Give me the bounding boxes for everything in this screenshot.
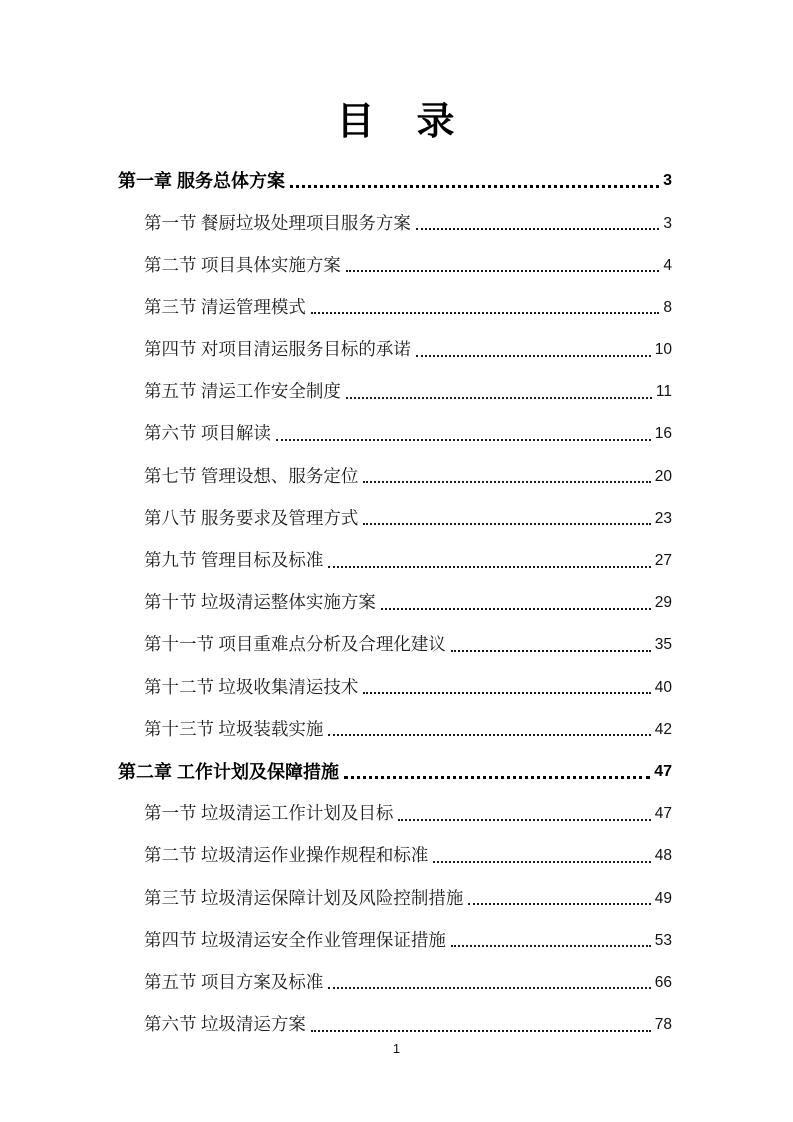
toc-entry-section[interactable] [118,202,672,244]
dot-leader [328,723,650,737]
toc-entry-section[interactable] [118,371,672,413]
dot-leader [363,512,650,526]
toc-entry-label: 第五节 清运工作安全制度 [144,381,341,402]
toc-entry-label: 第一节 餐厨垃圾处理项目服务方案 [144,212,411,233]
toc-entry-section[interactable] [118,455,672,497]
toc-entry-section[interactable] [118,413,672,455]
toc-entry-label: 第四节 对项目清运服务目标的承诺 [144,339,411,360]
table-of-contents [118,160,672,1046]
dot-leader [451,638,651,652]
dot-leader [451,934,651,948]
toc-entry-section[interactable] [118,962,672,1004]
dot-leader [346,385,652,399]
toc-entry-page: 29 [654,594,672,612]
toc-entry-page: 42 [654,720,672,738]
toc-entry-page: 66 [654,973,672,991]
toc-entry-label: 第五节 项目方案及标准 [144,971,324,992]
toc-entry-label: 第一章 服务总体方案 [118,171,286,192]
toc-entry-page: 47 [654,762,672,780]
dot-leader [398,807,650,821]
toc-entry-page: 16 [654,425,672,443]
dot-leader [346,259,660,273]
toc-entry-page: 27 [654,552,672,570]
dot-leader [344,764,650,779]
toc-entry-label: 第十节 垃圾清运整体实施方案 [144,592,376,613]
toc-entry-section[interactable] [118,877,672,919]
toc-entry-section[interactable] [118,666,672,708]
toc-entry-label: 第三节 清运管理模式 [144,296,306,317]
toc-entry-label: 第八节 服务要求及管理方式 [144,507,359,528]
toc-entry-section[interactable] [118,244,672,286]
dot-leader [416,343,651,357]
toc-entry-page: 4 [663,256,672,274]
toc-entry-label: 第十二节 垃圾收集清运技术 [144,676,359,697]
dot-leader [311,301,660,315]
toc-entry-page: 49 [654,889,672,907]
toc-entry-page: 20 [654,467,672,485]
dot-leader [328,976,650,990]
toc-entry-page: 35 [654,636,672,654]
dot-leader [381,596,651,610]
toc-entry-label: 第十一节 项目重难点分析及合理化建议 [144,634,446,655]
toc-entry-label: 第三节 垃圾清运保障计划及风险控制措施 [144,887,464,908]
toc-entry-section[interactable] [118,624,672,666]
toc-entry-label: 第六节 项目解读 [144,423,271,444]
dot-leader [433,849,650,863]
dot-leader [468,892,650,906]
dot-leader [416,217,660,231]
page-title: 目 录 [336,101,457,143]
toc-entry-page: 23 [654,509,672,527]
toc-entry-label: 第七节 管理设想、服务定位 [144,465,359,486]
toc-entry-page: 53 [654,931,672,949]
toc-entry-section[interactable] [118,329,672,371]
toc-entry-page: 8 [663,298,672,316]
toc-entry-page: 47 [654,805,672,823]
toc-entry-section[interactable] [118,708,672,750]
toc-entry-label: 第二节 项目具体实施方案 [144,254,341,275]
dot-leader [311,1018,651,1032]
toc-entry-section[interactable] [118,835,672,877]
dot-leader [363,681,650,695]
toc-entry-page: 48 [654,847,672,865]
toc-entry-label: 第四节 垃圾清运安全作业管理保证措施 [144,929,446,950]
toc-entry-label: 第二章 工作计划及保障措施 [118,761,339,782]
toc-entry-label: 第一节 垃圾清运工作计划及目标 [144,803,394,824]
toc-entry-page: 3 [663,172,672,190]
toc-entry-section[interactable] [118,793,672,835]
toc-entry-label: 第二节 垃圾清运作业操作规程和标准 [144,845,429,866]
toc-entry-section[interactable] [118,582,672,624]
toc-entry-page: 40 [654,678,672,696]
toc-entry-page: 10 [654,341,672,359]
toc-entry-page: 78 [654,1016,672,1034]
toc-entry-section[interactable] [118,498,672,540]
dot-leader [276,427,651,441]
page-number-footer: 1 [392,1041,401,1056]
toc-entry-page: 3 [663,214,672,232]
dot-leader [290,174,659,189]
toc-entry-page: 11 [655,383,672,401]
toc-entry-section[interactable] [118,919,672,961]
toc-entry-label: 第六节 垃圾清运方案 [144,1014,306,1035]
dot-leader [363,470,650,484]
toc-entry-chapter[interactable] [118,160,672,202]
toc-entry-label: 第九节 管理目标及标准 [144,550,324,571]
toc-entry-label: 第十三节 垃圾装载实施 [144,718,324,739]
dot-leader [328,554,650,568]
toc-entry-chapter[interactable] [118,751,672,793]
toc-entry-section[interactable] [118,1004,672,1046]
toc-entry-section[interactable] [118,540,672,582]
toc-entry-section[interactable] [118,287,672,329]
